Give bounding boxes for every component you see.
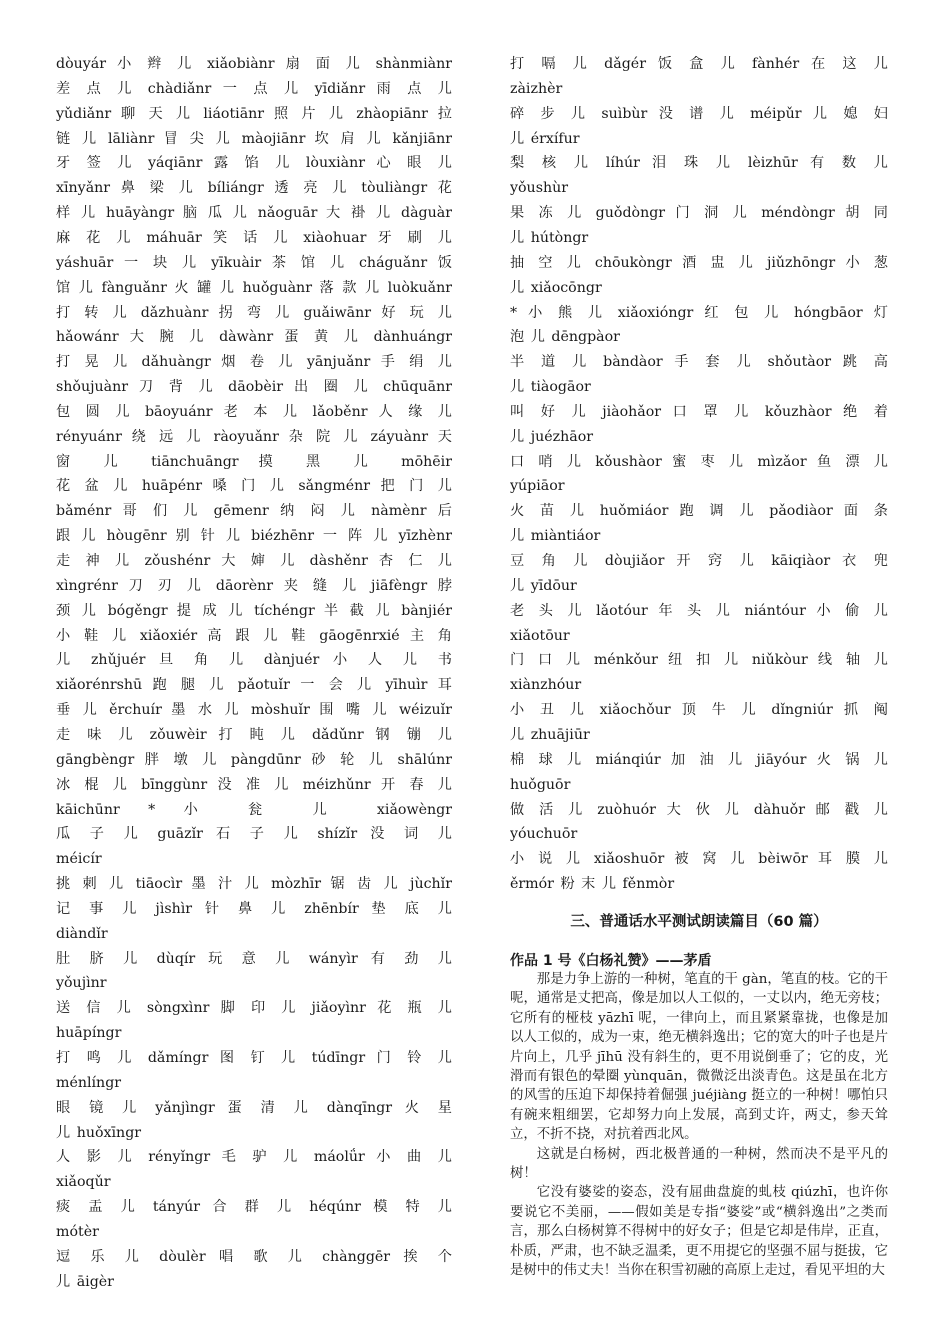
vocab-line: 老 头 儿 lǎotóur 年 头 儿 niántóur 小 偷 儿	[510, 602, 888, 619]
vocab-line: 做 活 儿 zuòhuór 大 伙 儿 dàhuǒr 邮 戳 儿	[510, 801, 888, 818]
vocab-line: 儿 āigèr	[56, 1273, 114, 1290]
vocab-line: 儿 tiàogāor	[510, 379, 591, 396]
vocab-line: 打 嗝 儿 dǎgér 饭 盒 儿 fànhér 在 这 儿	[510, 56, 888, 72]
vocab-line: 小 丑 儿 xiǎochǒur 顶 牛 儿 dǐngniúr 抓 阄	[510, 702, 888, 719]
vocab-line: 跟 儿 hòugēnr 别 针 儿 biézhēnr 一 阵 儿 yīzhènr	[56, 528, 452, 545]
vocab-line: 链 儿 lāliànr 冒 尖 儿 màojiānr 坎 肩 儿 kǎnjiānr	[56, 130, 452, 147]
vocab-line: 走 味 儿 zǒuwèir 打 盹 儿 dǎdǔnr 钢 镚 儿	[56, 726, 452, 743]
vocab-line: hǎowánr 大 腕 儿 dàwànr 蛋 黄 儿 dànhuángr	[56, 329, 452, 346]
vocab-line: yǔdiǎnr 聊 天 儿 liáotiānr 照 片 儿 zhàopiānr 拉	[56, 105, 452, 122]
vocab-line: ménlíngr	[56, 1074, 122, 1091]
vocab-line: yǒushùr	[510, 180, 569, 197]
vocab-line: 走 神 儿 zǒushénr 大 婶 儿 dàshěnr 杏 仁 儿	[56, 553, 452, 569]
vocab-line: 梨 核 儿 líhúr 泪 珠 儿 lèizhūr 有 数 儿	[510, 155, 888, 172]
vocab-line: 儿 miàntiáor	[510, 528, 601, 545]
vocab-line: 瓜 子 儿 guāzǐr 石 子 儿 shízǐr 没 词 儿	[56, 826, 452, 843]
vocab-line: 泡 儿 dēngpàor	[510, 329, 620, 346]
vocab-line: huāpíngr	[56, 1025, 122, 1042]
vocab-line: 儿 xiǎocōngr	[510, 279, 602, 296]
vocab-line: yáshuār 一 块 儿 yīkuàir 茶 馆 儿 cháguǎnr 饭	[56, 254, 452, 271]
vocab-line: xiǎorénrshū 跑 腿 儿 pǎotuǐr 一 会 儿 yīhuìr 耳	[56, 677, 452, 694]
vocab-line: 小 说 儿 xiǎoshuōr 被 窝 儿 bèiwōr 耳 膜 儿	[510, 851, 888, 868]
vocab-line: 火 苗 儿 huǒmiáor 跑 调 儿 pǎodiàor 面 条	[510, 503, 888, 520]
work-text	[510, 970, 888, 1281]
vocab-line: yǒujìnr	[56, 975, 107, 992]
vocab-line: 逗 乐 儿 dòulèr 唱 歌 儿 chànggēr 挨 个	[56, 1248, 452, 1265]
vocab-line: 馆 儿 fànguǎnr 火 罐 儿 huǒguànr 落 款 儿 luòkuǎnr	[56, 279, 452, 296]
vocab-line: 抽 空 儿 chōukòngr 酒 盅 儿 jiǔzhōngr 小 葱	[510, 254, 888, 271]
vocab-line: 豆 角 儿 dòujiǎor 开 窍 儿 kāiqiàor 衣 兜	[510, 553, 888, 569]
vocab-line: 打 转 儿 dǎzhuànr 拐 弯 儿 guǎiwānr 好 玩 儿	[56, 304, 452, 321]
vocab-line: xiànzhóur	[510, 677, 582, 694]
vocab-line: 挑 刺 儿 tiāocìr 墨 汁 儿 mòzhīr 锯 齿 儿 jùchǐr	[56, 876, 452, 893]
vocab-line: 颈 儿 bógěngr 提 成 儿 tíchéngr 半 截 儿 bànjiér	[56, 602, 452, 619]
vocab-line: 果 冻 儿 guǒdòngr 门 洞 儿 méndòngr 胡 同	[510, 205, 888, 222]
paragraph: 那是力争上游的一种树，笔直的干 gàn，笔直的枝。它的干呢，通常是丈把高，像是加以人工似的，一丈以内，绝无旁枝；它所有的桠枝 yāzhī 呢，一律向上，而且紧紧靠拢，也像是加以人工似的，成为一束，绝无横斜逸出；它的宽大的叶子也是片片向上，几乎 jīhū 没有斜生的，更不用说倒垂了；它的皮，光滑而有银色的晕圈 yùnquān，微微泛出淡青色。这是虽在北方的风雪的压迫下却保持着倔强 juéjiàng 挺立的一种树！哪怕只有碗来粗细罢，它却努力向上发展，高到丈许，两丈，参天耸立，不折不挠，对抗着西北风。	[510, 972, 888, 1143]
vocab-line: 儿 huǒxīngr	[56, 1124, 142, 1141]
vocab-line: yúpiāor	[510, 478, 565, 495]
section-heading: 三、普通话水平测试朗读篇目（60 篇）	[570, 914, 828, 930]
work-title: 作品 1 号《白杨礼赞》——茅盾	[510, 953, 712, 969]
vocab-line: mótèr	[56, 1223, 99, 1240]
paragraph: 这就是白杨树，西北极普通的一种树，然而决不是平凡的树！	[510, 1146, 888, 1182]
vocab-line: kāichūnr * 小 瓮 儿 xiǎowèngr	[56, 801, 452, 818]
vocab-line: 儿 juézhāor	[510, 428, 594, 445]
vocab-line: 碎 步 儿 suìbùr 没 谱 儿 méipǔr 儿 媳 妇	[510, 105, 888, 122]
vocab-line: 打 晃 儿 dǎhuàngr 烟 卷 儿 yānjuǎnr 手 绢 儿	[56, 354, 452, 371]
vocab-line: 垂 儿 ěrchuír 墨 水 儿 mòshuǐr 围 嘴 儿 wéizuǐr	[56, 702, 452, 719]
paragraph: 它没有婆娑的姿态，没有屈曲盘旋的虬枝 qiúzhī，也许你要说它不美丽，——假如美是专指“婆娑”或“横斜逸出”之类而言，那么白杨树算不得树中的好女子；但是它却是伟岸，正直，朴质，严肃，也不缺乏温柔，更不用提它的坚强不屈与挺拔，它是树中的伟丈夫！当你在积雪初融的高原上走过，看见平坦的大	[510, 1185, 888, 1279]
vocab-line: 麻 花 儿 máhuār 笑 话 儿 xiàohuar 牙 刷 儿	[56, 229, 452, 246]
vocab-line: xiǎoqǔr	[56, 1174, 111, 1191]
vocab-line: 记 事 儿 jìshìr 针 鼻 儿 zhēnbír 垫 底 儿	[56, 900, 452, 917]
vocab-line: xīnyǎnr 鼻 梁 儿 bíliángr 透 亮 儿 tòuliàngr 花	[56, 180, 452, 197]
vocab-line: 棉 球 儿 miánqiúr 加 油 儿 jiāyóur 火 锅 儿	[510, 751, 888, 768]
vocab-line: 门 口 儿 ménkǒur 纽 扣 儿 niǔkòur 线 轴 儿	[510, 652, 888, 669]
vocab-line: xìngrénr 刀 刃 儿 dāorènr 夹 缝 儿 jiāfèngr 脖	[56, 577, 452, 594]
vocab-line: ěrmór 粉 末 儿 fěnmòr	[510, 876, 675, 893]
vocab-line: 眼 镜 儿 yǎnjìngr 蛋 清 儿 dànqīngr 火 星	[56, 1099, 452, 1116]
vocab-line: bǎménr 哥 们 儿 gēmenr 纳 闷 儿 nàmènr 后	[56, 503, 452, 520]
vocab-line: shǒujuànr 刀 背 儿 dāobèir 出 圈 儿 chūquānr	[56, 379, 452, 396]
vocab-line: rényuánr 绕 远 儿 ràoyuǎnr 杂 院 儿 záyuànr 天	[56, 428, 452, 445]
vocab-line: 冰 棍 儿 bīnggùnr 没 准 儿 méizhǔnr 开 春 儿	[56, 776, 452, 793]
vocab-line: méicír	[56, 851, 102, 868]
vocab-line: 打 鸣 儿 dǎmíngr 图 钉 儿 túdīngr 门 铃 儿	[56, 1050, 452, 1066]
vocab-line: zàizhèr	[510, 80, 563, 97]
vocab-line: 送 信 儿 sòngxìnr 脚 印 儿 jiǎoyìnr 花 瓶 儿	[56, 1000, 452, 1017]
vocab-line: dòuyár 小 辫 儿 xiǎobiànr 扇 面 儿 shànmiànr	[56, 56, 452, 72]
vocab-line: 儿 érxífur	[510, 130, 580, 147]
vocab-line: 叫 好 儿 jiàohǎor 口 罩 儿 kǒuzhàor 绝 着	[510, 403, 888, 420]
vocab-line: 人 影 儿 rényǐngr 毛 驴 儿 máolǘr 小 曲 儿	[56, 1149, 452, 1166]
vocab-line: huǒguōr	[510, 776, 571, 793]
vocab-line: 花 盆 儿 huāpénr 嗓 门 儿 sǎngménr 把 门 儿	[56, 478, 452, 495]
vocab-line: diàndǐr	[56, 925, 108, 942]
vocab-line: 儿 zhǔjuér 旦 角 儿 dànjuér 小 人 儿 书	[56, 652, 452, 669]
vocab-line: 牙 签 儿 yáqiānr 露 馅 儿 lòuxiànr 心 眼 儿	[56, 155, 452, 172]
vocab-line: xiǎotōur	[510, 627, 570, 644]
vocab-line: 差 点 儿 chàdiǎnr 一 点 儿 yīdiǎnr 雨 点 儿	[56, 80, 452, 97]
vocab-line: 半 道 儿 bàndàor 手 套 儿 shǒutàor 跳 高	[510, 354, 888, 371]
vocab-line: 肚 脐 儿 dùqír 玩 意 儿 wányìr 有 劲 儿	[56, 950, 452, 967]
vocab-line: 儿 zhuājiūr	[510, 726, 590, 743]
vocab-line: yóuchuōr	[510, 826, 578, 843]
vocab-line: 儿 yīdōur	[510, 577, 577, 594]
vocab-line: gāngbèngr 胖 墩 儿 pàngdūnr 砂 轮 儿 shālúnr	[56, 751, 452, 768]
vocab-line: 口 哨 儿 kǒushàor 蜜 枣 儿 mìzǎor 鱼 漂 儿	[510, 453, 888, 470]
vocab-line: 儿 hútòngr	[510, 229, 589, 246]
vocab-line: 窗 儿 tiānchuāngr 摸 黑 儿 mōhēir	[56, 453, 452, 470]
vocab-line: 小 鞋 儿 xiǎoxiér 高 跟 儿 鞋 gāogēnrxié 主 角	[56, 627, 452, 644]
vocab-line: 痰 盂 儿 tányúr 合 群 儿 héqúnr 模 特 儿	[56, 1199, 452, 1216]
vocab-line: 样 儿 huāyàngr 脑 瓜 儿 nǎoguār 大 褂 儿 dàguàr	[56, 205, 452, 222]
vocab-line: * 小 熊 儿 xiǎoxióngr 红 包 儿 hóngbāor 灯	[510, 304, 888, 321]
vocab-line: 包 圆 儿 bāoyuánr 老 本 儿 lǎoběnr 人 缘 儿	[56, 403, 452, 420]
